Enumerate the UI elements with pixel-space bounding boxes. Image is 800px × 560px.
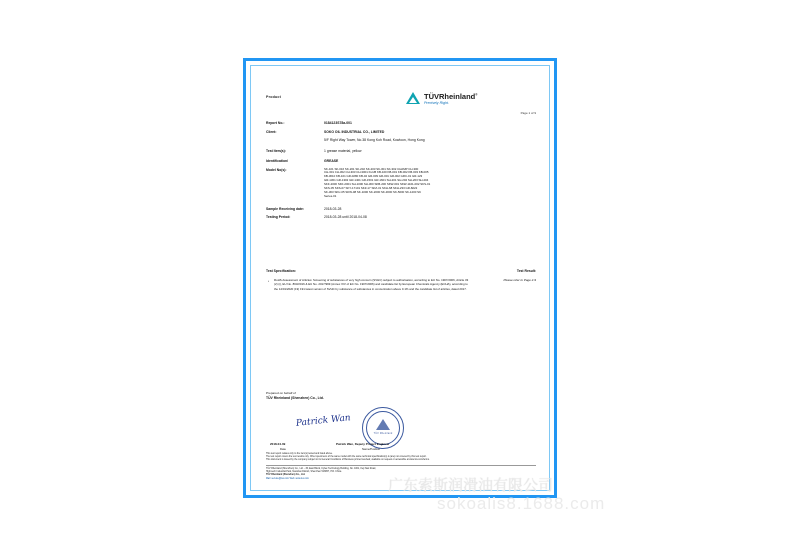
field-label: Test Item(s): bbox=[266, 149, 286, 153]
test-specification-section bbox=[266, 269, 536, 291]
field-label: Model No(s): bbox=[266, 167, 287, 172]
field-label: Sample Receiving date: bbox=[266, 206, 305, 211]
field-value: 2018-03-28 bbox=[324, 206, 342, 211]
signature-block bbox=[266, 391, 536, 450]
section-body bbox=[266, 278, 536, 291]
field-label: Client: bbox=[266, 129, 277, 134]
footer-line: This document is issued by the company subject to its General Conditions of Business printed overleaf, available on request or accessible at www.tuv.com/terms. bbox=[266, 459, 430, 462]
test-specification-label: Test Specification: bbox=[266, 269, 296, 273]
test-result-label: Test Result: bbox=[516, 269, 536, 273]
brand-tagline: Precisely Right. bbox=[424, 101, 449, 105]
model-number-list bbox=[324, 168, 536, 199]
signature-date-label: Date bbox=[280, 447, 286, 452]
section-header bbox=[266, 269, 536, 275]
field-row bbox=[266, 215, 536, 220]
stamp-text: TÜV Rheinland bbox=[373, 432, 393, 436]
field-row bbox=[266, 149, 536, 154]
signature-area bbox=[266, 403, 536, 441]
field-value: SOKO OIL INDUSTRIAL CO., LIMITED bbox=[324, 129, 385, 134]
model-line: KB-3010 KB-101 GR-0280 KB-02 GR-009 GR-001 GR-002 GRC-01 GR-123 bbox=[324, 175, 423, 179]
field-row bbox=[266, 159, 536, 164]
footer-contact-web[interactable]: Mail: service@tuv.com Web: www.tuv.com bbox=[266, 477, 309, 480]
stamp-triangle-icon bbox=[376, 419, 390, 430]
field-value: 0184123S78a-001 bbox=[324, 121, 352, 125]
document-header bbox=[258, 91, 544, 121]
model-line: GR-1301 GR-1302 GR-1401 GR-1501 GR-1601 SH-201 SH-202 SH-203 SH-204 bbox=[324, 179, 429, 183]
field-row bbox=[266, 207, 536, 212]
footer-divider bbox=[266, 465, 536, 466]
bullet-icon: • bbox=[268, 278, 270, 283]
triangle-inner-icon bbox=[409, 97, 417, 103]
issuing-company: TÜV Rheinland (Shenzhen) Co., Ltd. bbox=[266, 396, 324, 401]
test-result-value: Please refer to Page 2-9 bbox=[503, 278, 536, 282]
product-label: Product bbox=[266, 95, 281, 99]
field-row bbox=[266, 138, 536, 143]
field-label: Identification/ bbox=[266, 159, 289, 163]
field-label: Report No.: bbox=[266, 121, 285, 125]
field-value: 1 grease material, yellow bbox=[324, 149, 362, 153]
watermark-chinese: 广东索斯润滑油有限公司 bbox=[388, 476, 554, 494]
footer-line: This test report relates only to the item(s) tested and listed above. bbox=[266, 452, 333, 455]
model-line: SK-101 SK-016 SK-201 SK-202 SK-203 SK-301 SK-302 CHAMP CH-300 bbox=[324, 167, 419, 171]
report-fields bbox=[266, 121, 536, 224]
signature-date: 2018-04-09 bbox=[270, 442, 286, 447]
footer-line: TÜV Rheinland (Shenzhen) Co., Ltd. - 3F, East Block, Cyber-Technology Building, No. 1001, Keji Nan Road, bbox=[266, 467, 376, 470]
signature-captions bbox=[266, 442, 536, 450]
field-row-models bbox=[266, 168, 536, 199]
brand-name: TÜVRheinland® bbox=[424, 92, 478, 101]
model-line: Series-01 bbox=[324, 194, 337, 198]
handwritten-signature: Patrick Wan bbox=[295, 413, 352, 430]
footer-contact-company: TÜV Rheinland (Shenzhen) Co., Ltd. bbox=[266, 474, 306, 477]
model-line: SKF-2000 SKF-2001 SH-1000 SH-300 SKB-200 SKW-001 SKW-1101-002 SKS-01 bbox=[324, 183, 431, 187]
signature-name: Patrick Wan, Deputy Project Engineer bbox=[336, 442, 390, 447]
model-line: CH-301 CH-302 CH-303 CH-3001 KLUB KB-100 KB-001 KB-002 KB-003 KB-005 bbox=[324, 171, 429, 175]
test-report-document bbox=[258, 73, 544, 485]
field-row bbox=[266, 130, 536, 135]
footer-line: High-tech Industrial Park, Nanshan District, Shenzhen 518057, P.R. China bbox=[266, 471, 342, 474]
model-line: SK-303 SKU-05 SKW-08 SK-1000 SK-2000 SK-3000 SK-5000 SK-1200 SK bbox=[324, 191, 421, 195]
field-value: GREASE bbox=[324, 159, 339, 163]
field-value: 2018-03-28 until 2018-04-08 bbox=[324, 215, 367, 220]
footer-line: The test report covers the test results only. Other specimens of the same model with the same technical specification(s) is (are) not covered by this test report. bbox=[266, 456, 427, 459]
field-value: 5/F Right Way Tower, No.38 Kong Koh Road, Kowloon, Hong Kong bbox=[324, 138, 425, 142]
watermark-site: sokoalis8.1688.com bbox=[437, 494, 606, 513]
field-label: Testing Period: bbox=[266, 215, 291, 220]
specification-text: RoHS Assessment of Articles: Screening of substances of very high concern (SVHC) subject to authorisation, according to EU No. 1907/2006, Article 33 (2) (i), EU No. 863/2016 & EU No. 2017/999 (Annex XIV of EC No. 1907/2006) and candidate list by European Chemicals Agency (ECHA), according to the 14/01/2020 (19) 191 latest version of SVHC by substance of substances in concentration above 0.1% and the candidate list of articles, dated 2017. bbox=[274, 278, 469, 291]
page-number: Page 1 of 9 bbox=[520, 111, 536, 115]
field-row bbox=[266, 121, 536, 126]
signature-name-label: Name/Position bbox=[362, 447, 381, 452]
model-line: SKS-05 SKS-07 SKY-17101 SKZ-17 SKZ-31 SKH-68 SKH-233 GR-8222 bbox=[324, 187, 418, 191]
specification-text-wrap bbox=[266, 278, 536, 291]
prepared-on-behalf-label: Prepared on behalf of bbox=[266, 391, 296, 395]
certificate-frame bbox=[243, 58, 557, 498]
